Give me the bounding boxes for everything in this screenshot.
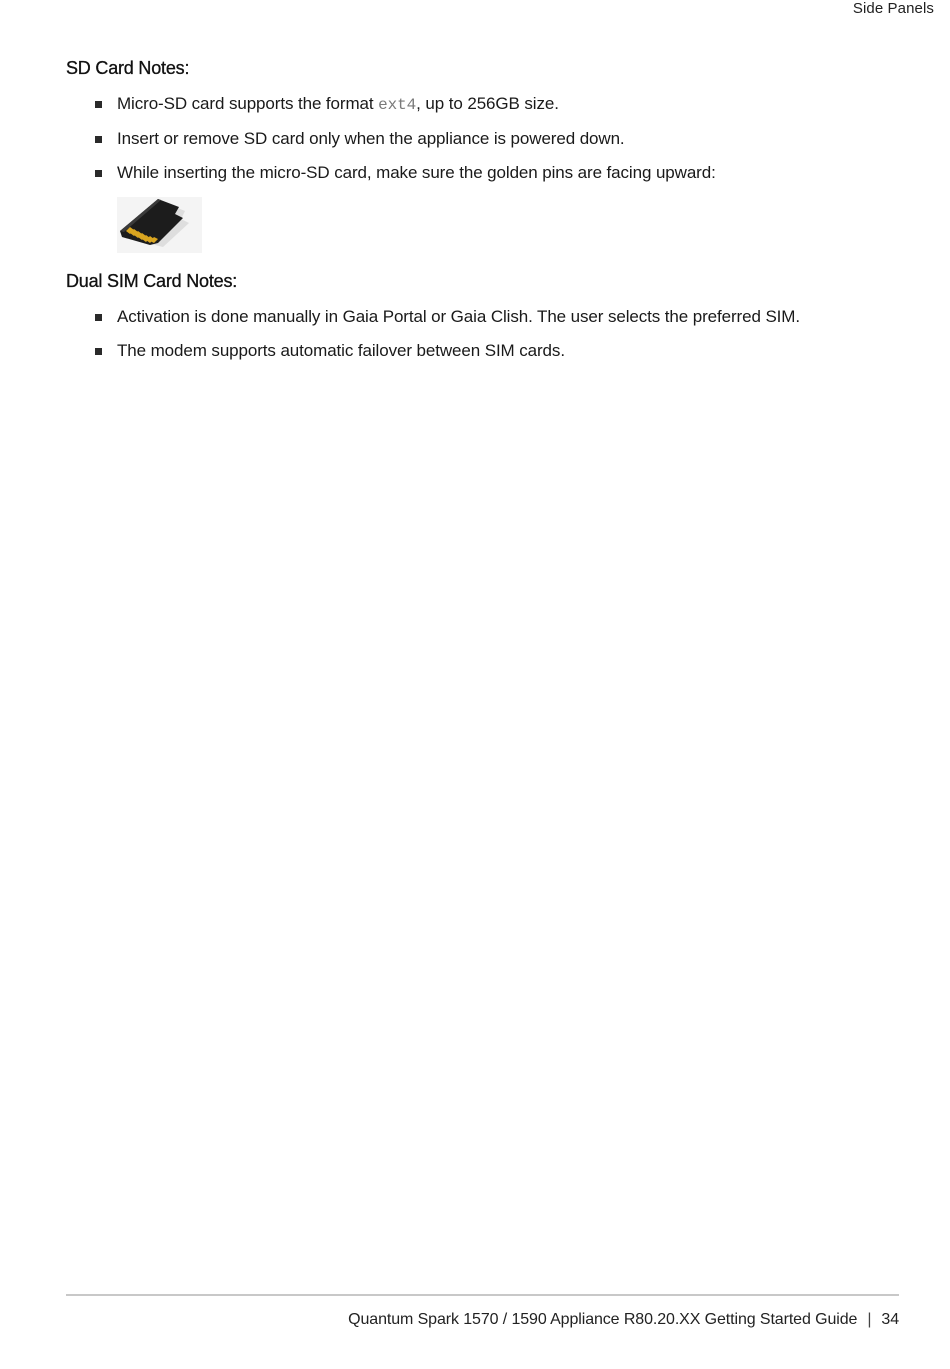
sd-card-notes-list <box>66 129 910 149</box>
guide-title: Quantum Spark 1570 / 1590 Appliance R80.20.XX Getting Started Guide <box>348 1311 858 1328</box>
list-item <box>66 129 910 149</box>
page-number: 34 <box>881 1311 899 1328</box>
list-item-text: While inserting the micro-SD card, make sure the golden pins are facing upward: <box>117 163 716 182</box>
square-bullet-icon <box>95 170 102 177</box>
list-item <box>66 307 910 327</box>
footer-divider <box>66 1294 899 1296</box>
square-bullet-icon <box>95 314 102 321</box>
list-item-text: Insert or remove SD card only when the appliance is powered down. <box>117 129 625 148</box>
code-ext4: ext4 <box>378 96 417 114</box>
list-item-text: Micro-SD card supports the format <box>117 94 379 113</box>
page-footer <box>348 1311 899 1329</box>
dual-sim-notes-heading: Dual SIM Card Notes: <box>66 271 238 291</box>
square-bullet-icon <box>95 101 102 108</box>
dual-sim-notes-section <box>66 271 910 292</box>
sd-card-notes-list <box>66 94 910 115</box>
sd-card-notes-section <box>66 58 910 79</box>
running-header: Side Panels <box>852 0 934 17</box>
sd-card-notes-heading: SD Card Notes: <box>66 58 190 78</box>
list-item-text: , up to 256GB size. <box>416 94 559 113</box>
list-item-text: The modem supports automatic failover between SIM cards. <box>117 341 565 360</box>
list-item <box>66 94 910 115</box>
square-bullet-icon <box>95 136 102 143</box>
footer-separator: | <box>867 1311 872 1328</box>
dual-sim-notes-list <box>66 341 910 361</box>
micro-sd-card-image <box>117 197 202 253</box>
square-bullet-icon <box>95 348 102 355</box>
list-item-text: Activation is done manually in Gaia Portal or Gaia Clish. The user selects the preferred SIM. <box>117 307 800 326</box>
dual-sim-notes-list <box>66 307 910 327</box>
list-item <box>66 163 910 183</box>
list-item <box>66 341 910 361</box>
sd-card-notes-list <box>66 163 910 183</box>
